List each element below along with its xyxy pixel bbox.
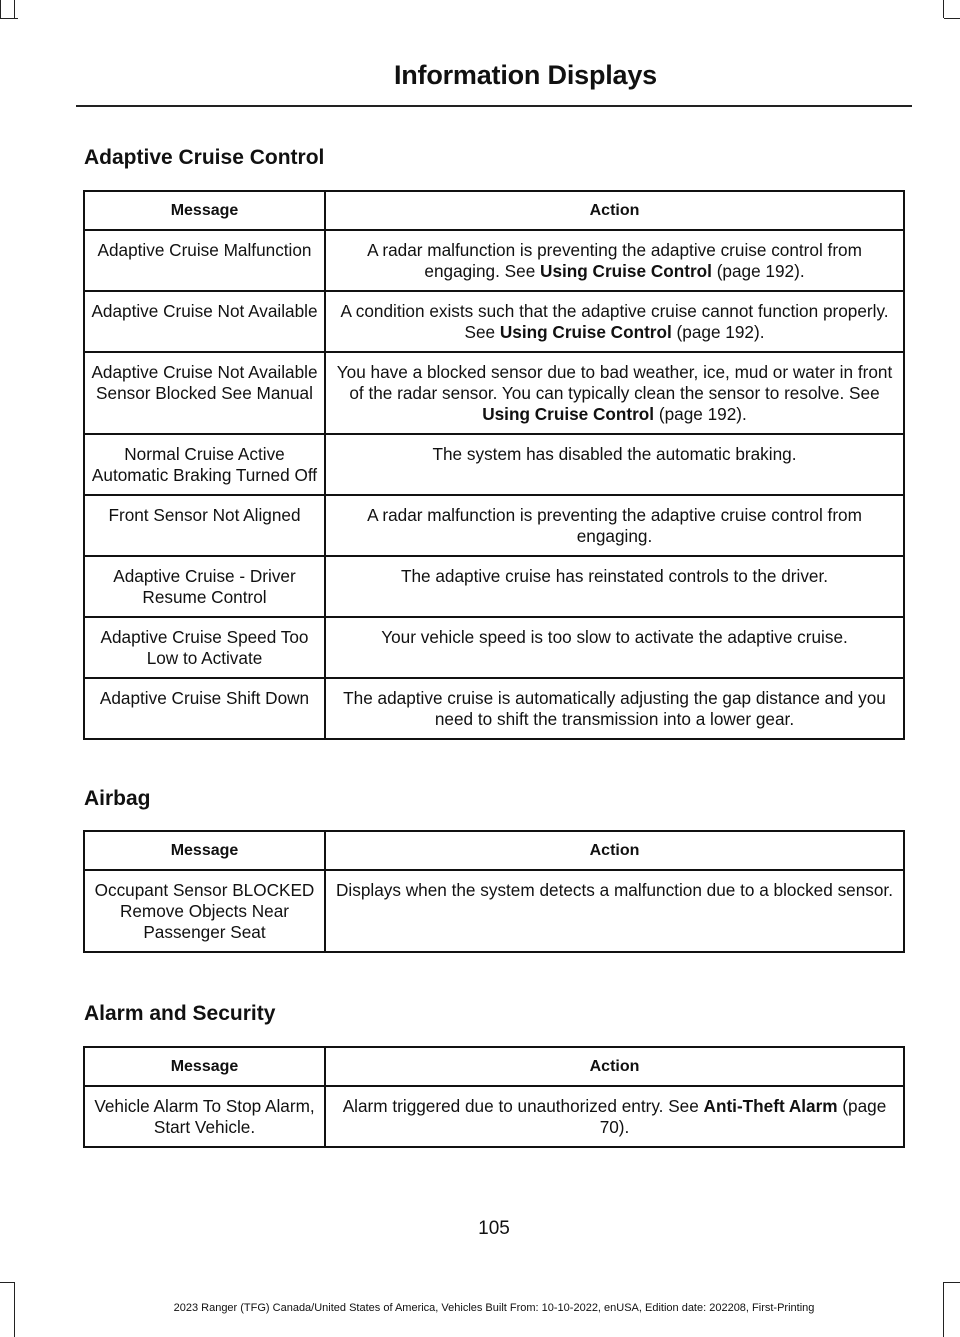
action-cell — [325, 352, 904, 434]
crop-mark — [0, 1282, 14, 1283]
message-cell: Adaptive Cruise Shift Down — [84, 678, 325, 739]
action-cell: A radar malfunction is preventing the adaptive cruise control from engaging. — [325, 495, 904, 556]
cross-reference-link[interactable]: Using Cruise Control — [499, 322, 672, 342]
message-cell: Adaptive Cruise Not Available Sensor Blocked See Manual — [84, 352, 325, 434]
crop-mark — [0, 0, 1, 18]
action-cell — [325, 230, 904, 291]
table-row — [84, 1086, 904, 1147]
table-header-row — [84, 191, 904, 230]
crop-mark — [944, 18, 960, 19]
message-cell: Adaptive Cruise Speed Too Low to Activate — [84, 617, 325, 678]
message-cell: Adaptive Cruise Malfunction — [84, 230, 325, 291]
column-header-message: Message — [84, 831, 325, 870]
section-title-adaptive-cruise-control: Adaptive Cruise Control — [84, 146, 325, 169]
column-header-action: Action — [325, 191, 904, 230]
table-row — [84, 434, 904, 495]
message-cell: Vehicle Alarm To Stop Alarm, Start Vehicle. — [84, 1086, 325, 1147]
page-reference: (page 192). — [671, 322, 765, 342]
action-cell: The adaptive cruise has reinstated controls to the driver. — [325, 556, 904, 617]
table-header-row — [84, 831, 904, 870]
page-reference: (page 70). — [599, 1096, 887, 1137]
table-header-row — [84, 1047, 904, 1086]
airbag-table — [83, 830, 905, 953]
crop-mark — [0, 18, 18, 19]
section-title-alarm-and-security: Alarm and Security — [84, 1002, 276, 1025]
crop-mark — [14, 0, 15, 18]
action-text: A radar malfunction is preventing the adaptive cruise control from engaging. See — [367, 240, 862, 281]
table-row — [84, 352, 904, 434]
cross-reference-link[interactable]: Using Cruise Control — [482, 404, 655, 424]
adaptive-cruise-table — [83, 190, 905, 740]
column-header-action: Action — [325, 1047, 904, 1086]
cross-reference-link[interactable]: Anti-Theft Alarm — [703, 1096, 838, 1116]
table-row — [84, 495, 904, 556]
action-text: Alarm triggered due to unauthorized entry. See — [342, 1096, 704, 1116]
table-row — [84, 291, 904, 352]
crop-mark — [943, 0, 944, 18]
page-header-title: Information Displays — [393, 60, 657, 90]
table-row — [84, 678, 904, 739]
action-cell — [325, 291, 904, 352]
header-divider — [76, 105, 912, 107]
message-cell: Adaptive Cruise Not Available — [84, 291, 325, 352]
crop-mark — [944, 1282, 960, 1283]
message-cell: Normal Cruise Active Automatic Braking Turned Off — [84, 434, 325, 495]
footer-edition-info: 2023 Ranger (TFG) Canada/United States of America, Vehicles Built From: 10-10-2022, enUSA, Edition date: 202208, First-Printing — [173, 1302, 815, 1314]
action-cell: The system has disabled the automatic braking. — [325, 434, 904, 495]
column-header-message: Message — [84, 191, 325, 230]
table-row — [84, 230, 904, 291]
page-reference: (page 192). — [654, 404, 747, 424]
action-text: You have a blocked sensor due to bad weather, ice, mud or water in front of the radar sensor. You can typically clean the sensor to resolve. See — [336, 362, 893, 403]
page-number: 105 — [478, 1218, 510, 1239]
column-header-action: Action — [325, 831, 904, 870]
page-reference: (page 192). — [711, 261, 805, 281]
action-cell: The adaptive cruise is automatically adjusting the gap distance and you need to shift the transmission into a lower gear. — [325, 678, 904, 739]
message-cell: Occupant Sensor BLOCKED Remove Objects Near Passenger Seat — [84, 870, 325, 952]
section-title-airbag: Airbag — [84, 787, 151, 810]
message-cell: Front Sensor Not Aligned — [84, 495, 325, 556]
table-row — [84, 870, 904, 952]
action-text: A condition exists such that the adaptive cruise cannot function properly. See — [340, 301, 889, 342]
table-row — [84, 617, 904, 678]
action-cell — [325, 1086, 904, 1147]
alarm-security-table — [83, 1046, 905, 1148]
table-row — [84, 556, 904, 617]
column-header-message: Message — [84, 1047, 325, 1086]
action-cell: Your vehicle speed is too slow to activate the adaptive cruise. — [325, 617, 904, 678]
action-cell: Displays when the system detects a malfunction due to a blocked sensor. — [325, 870, 904, 952]
message-cell: Adaptive Cruise - Driver Resume Control — [84, 556, 325, 617]
cross-reference-link[interactable]: Using Cruise Control — [540, 261, 712, 281]
